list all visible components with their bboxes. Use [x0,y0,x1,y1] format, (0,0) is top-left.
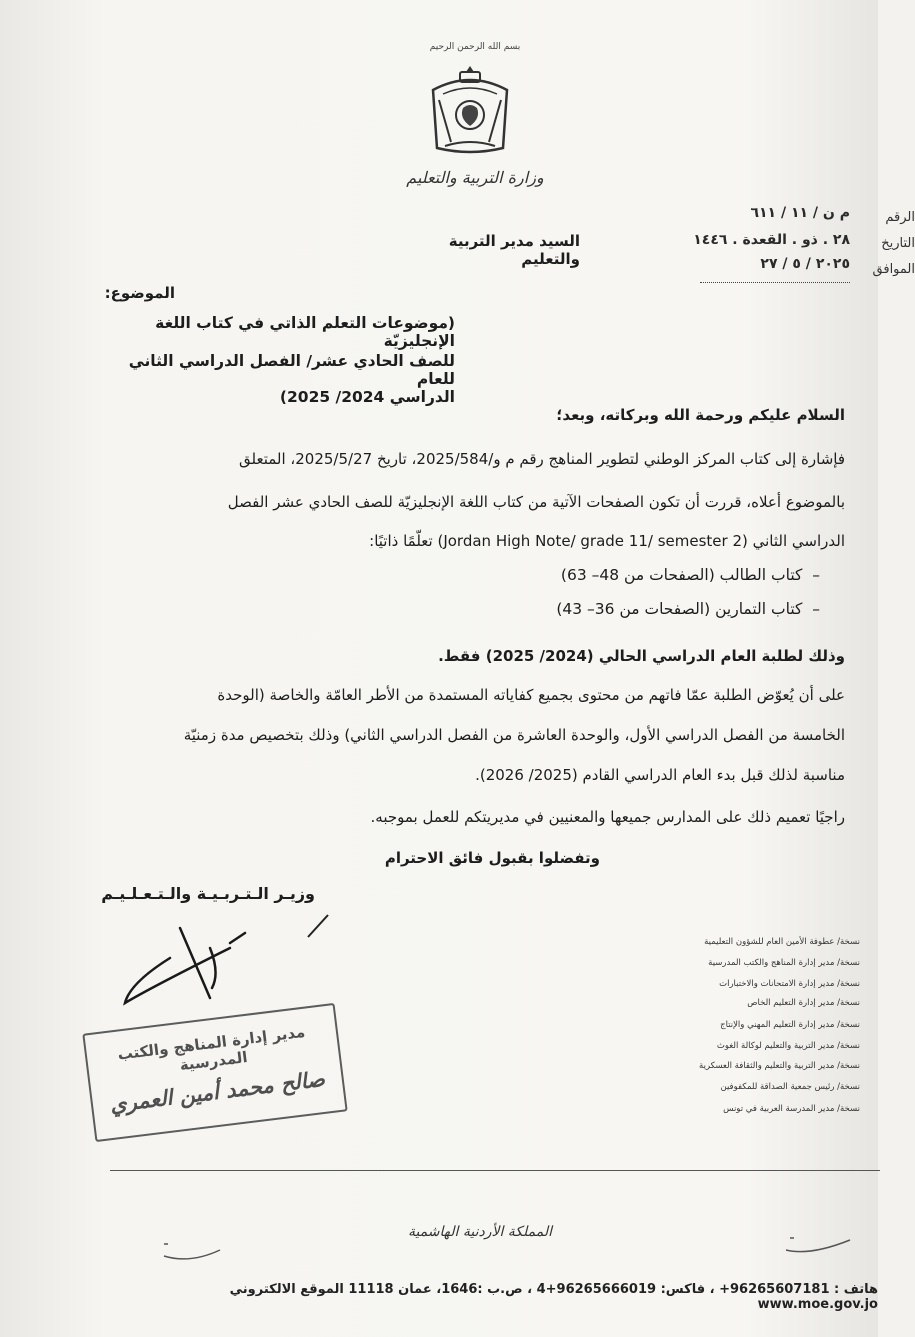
decorative-flourish-icon [160,1238,240,1268]
footer-contact: هاتف : 96265607181+ ، فاكس: 96265666019+4 ، ص.ب :1646، عمان 11118 الموقع الالكتروني www.moe.gov.jo [229,1282,878,1312]
subject-label: الموضوع: [104,284,175,302]
paragraph-line: بالموضوع أعلاه، قررت أن تكون الصفحات الآتية من كتاب اللغة الإنجليزيّة للصف الحادي عشر الفصل [227,493,845,511]
footer-divider [110,1170,880,1171]
cc-item: نسخة/ عطوفة الأمين العام للشؤون التعليمية [704,937,860,947]
reference-gregorian-date: ٢٠٢٥ / ٥ / ٢٧ [760,256,850,272]
bullet-item: – كتاب التمارين (الصفحات من 36– 43) [556,600,820,618]
closing: وتفضلوا بقبول فائق الاحترام [384,849,600,867]
reference-label-date: التاريخ [881,236,915,251]
paragraph-line: الدراسي الثاني (Jordan High Note/ grade 11/ semester 2) تعلّمًا ذاتيًا: [369,532,845,550]
paragraph-line: الخامسة من الفصل الدراسي الأول، والوحدة العاشرة من الفصل الدراسي الثاني) وذلك بتخصيص مدة زمنيّة [183,726,845,744]
cc-item: نسخة/ مدير إدارة الامتحانات والاختبارات [719,979,860,989]
cc-item: نسخة/ مدير إدارة التعليم الخاص [747,998,860,1008]
reference-attachment-line [700,282,850,283]
paragraph-line: مناسبة لذلك قبل بدء العام الدراسي القادم (2025/ 2026). [475,766,845,784]
decorative-flourish-icon [780,1232,860,1262]
subject-line: للصف الحادي عشر/ الفصل الدراسي الثاني للعام [128,352,455,388]
cc-item: نسخة/ رئيس جمعية الصداقة للمكفوفين [720,1082,860,1092]
addressee: السيد مدير التربية والتعليم [448,232,580,268]
stamp-title: مدير إدارة المناهج والكتب المدرسية [116,1022,307,1075]
bullet-item-text: كتاب التمارين (الصفحات من 36– 43) [556,600,803,618]
cc-item: نسخة/ مدير إدارة المناهج والكتب المدرسية [708,958,860,968]
signature-tick-icon [300,905,340,945]
bullet-item-text: كتاب الطالب (الصفحات من 48– 63) [560,566,803,584]
reference-hijri-date: ٢٨ . ذو . القعدة . ١٤٤٦ [693,232,850,248]
signer-title: وزيـر الـتـربـيـة والـتـعـلـيـم [101,884,315,903]
cc-item: نسخة/ مدير المدرسة العربية في تونس [723,1104,860,1114]
paragraph-line: راجيًا تعميم ذلك على المدارس جميعها والمعنيين في مديريتكم للعمل بموجبه. [370,808,845,826]
basmala: بسم الله الرحمن الرحيم [429,42,521,52]
reference-label-corresponding: الموافق [872,262,915,277]
cc-item: نسخة/ مدير التربية والتعليم لوكالة الغوث [716,1041,860,1051]
reference-label-number: الرقم [885,210,915,225]
cc-item: نسخة/ مدير إدارة التعليم المهني والإنتاج [720,1020,860,1030]
kingdom-name: المملكة الأردنية الهاشمية [407,1224,553,1240]
ministry-name: وزارة التربية والتعليم [406,168,544,187]
bullet-item: – كتاب الطالب (الصفحات من 48– 63) [560,566,820,584]
handwritten-signature-icon [110,918,260,1013]
cc-item: نسخة/ مدير التربية والتعليم والثقافة العسكرية [699,1061,860,1071]
jordan-royal-crest-icon [425,60,515,160]
paragraph-line: فإشارة إلى كتاب المركز الوطني لتطوير المناهج رقم م و/2025/584، تاريخ 2025/5/27، المتعلق [238,450,845,468]
paragraph-line: وذلك لطلبة العام الدراسي الحالي (2024/ 2025) فقط. [438,647,845,665]
subject-line: (موضوعات التعلم الذاتي في كتاب اللغة الإنجليزيّة [155,314,455,350]
greeting: السلام عليكم ورحمة الله وبركاته، وبعد؛ [556,406,845,424]
paragraph-line: على أن يُعوّض الطلبة عمّا فاتهم من محتوى بجميع كفاياته المستمدة من الأطر العامّة والخاصة (الوحدة [217,686,845,704]
reference-number: م ن / ١١ / ٦١١ [750,205,850,221]
stamp-name: صالح محمد أمين العمري [108,1066,327,1117]
subject-line: الدراسي 2024/ 2025) [279,388,455,406]
